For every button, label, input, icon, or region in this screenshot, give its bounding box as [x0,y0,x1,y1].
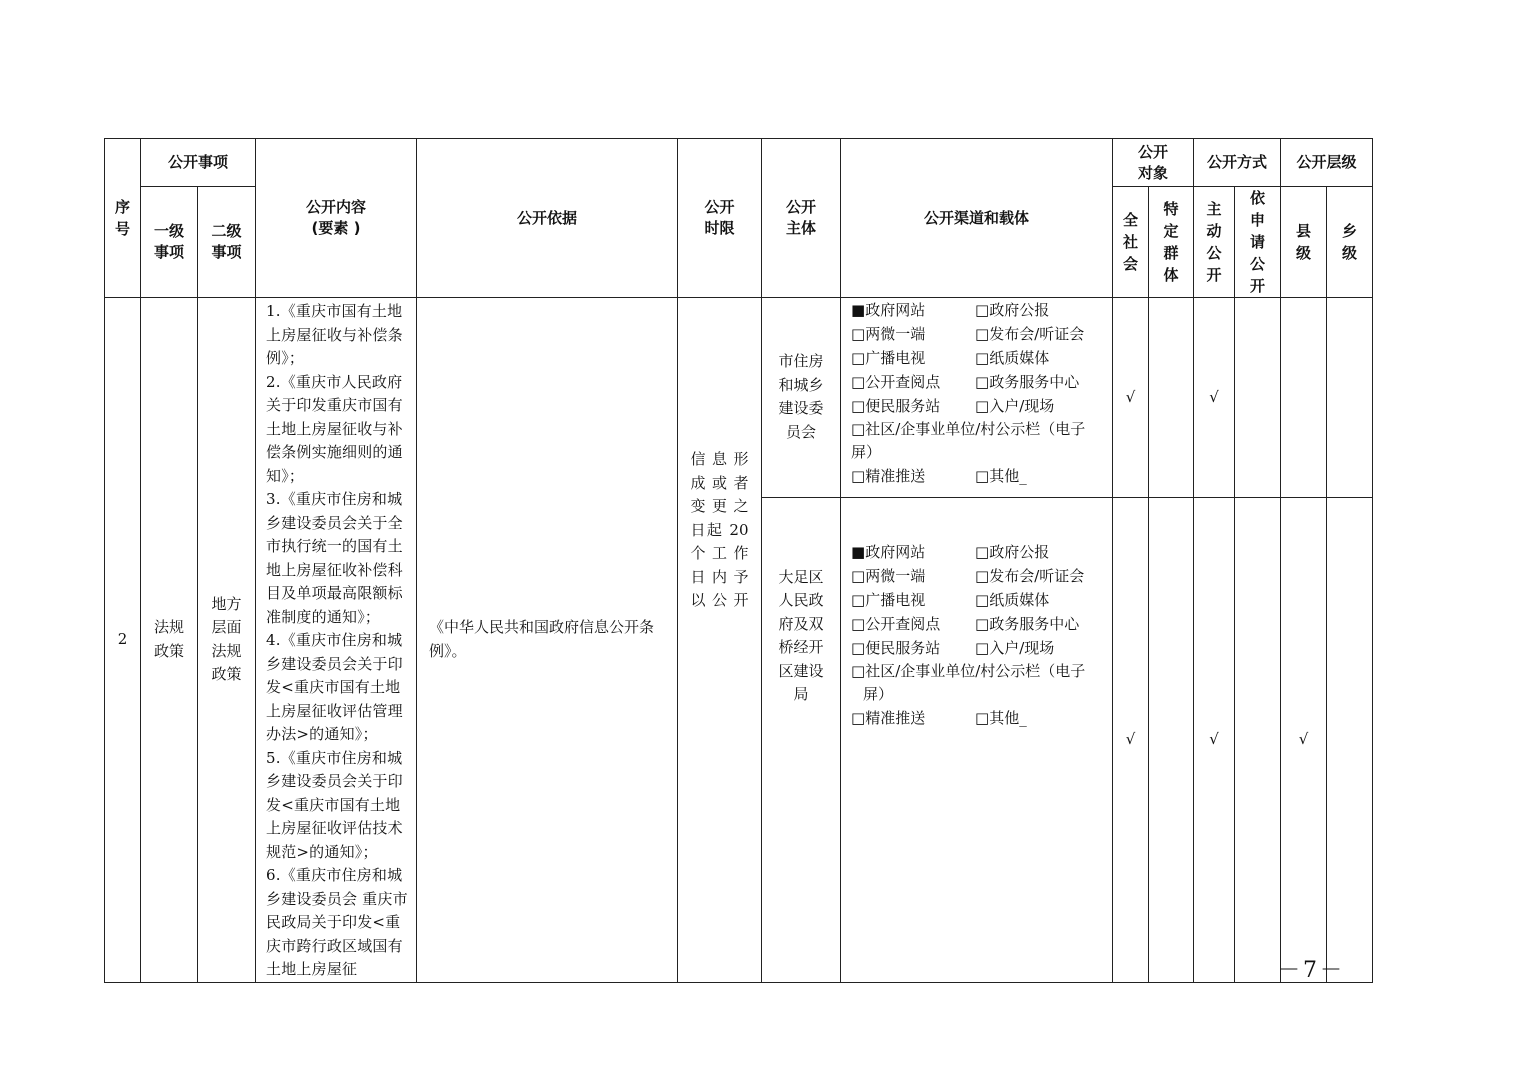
channel-option: □政府公报 [975,301,1050,319]
content-item: 6.《重庆市住房和城乡建设委员会 重庆市民政局关于印发<重庆市跨行政区域国有土地上房屋征 [266,866,408,978]
channel-option: □纸质媒体 [975,349,1050,367]
channel-option: □便民服务站 [851,638,941,657]
content-item: 5.《重庆市住房和城乡建设委员会关于印发<重庆市国有土地上房屋征收评估技术规范>的通知》； [266,748,403,861]
channel-option: □广播电视 [851,590,926,609]
channel-option: □其他_ [975,708,1027,727]
mark-active-1: √ [1194,298,1235,498]
channel-option: □入户/现场 [975,638,1055,657]
content-item: 3.《重庆市住房和城乡建设委员会关于全市执行统一的国有土地上房屋征收补偿科目及单项最高限额标准制度的通知》； [266,490,403,626]
row-period: 信息形成或者变更之日起 20 个工作日内予以公开 [678,298,762,983]
row-content [256,298,417,983]
mark-county-2: √ [1281,497,1327,982]
channel-option: □政务服务中心 [975,614,1080,633]
mark-apply-2 [1235,497,1281,982]
mark-active-2: √ [1194,497,1235,982]
header-method: 公开方式 [1194,139,1281,187]
channel-option: ■政府网站 [851,301,926,319]
header-target-all: 全社会 [1113,187,1149,298]
row-level2: 地方层面法规政策 [198,298,256,983]
header-target: 公开对象 [1113,139,1194,187]
subject-2: 大足区人民政府及双桥经开区建设局 [762,497,841,982]
header-matter: 公开事项 [141,139,256,187]
header-basis: 公开依据 [417,139,678,298]
header-period: 公开时限 [678,139,762,298]
channel-option: □两微一端 [851,325,926,343]
mark-all-society-1: √ [1113,298,1149,498]
channel-option: □便民服务站 [851,397,941,415]
mark-group-2 [1149,497,1194,982]
header-content-line2: (要素 ) [311,219,361,237]
content-item: 1.《重庆市国有土地上房屋征收与补偿条例》； [266,302,403,367]
channel-option: □政务服务中心 [975,373,1080,391]
channel-option: □入户/现场 [975,397,1055,415]
header-content-line1: 公开内容 [306,198,367,216]
mark-town-2 [1327,497,1373,982]
header-level-county: 县级 [1281,187,1327,298]
channel-list-1 [841,298,1113,498]
channel-option: □精准推送 [851,708,926,727]
channel-option: □政府公报 [975,542,1050,561]
header-level1: 一级事项 [141,187,198,298]
channel-option: □两微一端 [851,566,926,585]
channel-option: □发布会/听证会 [975,325,1085,343]
channel-option: □精准推送 [851,467,926,485]
header-level-town: 乡级 [1327,187,1373,298]
header-method-apply: 依申请公开 [1235,187,1281,298]
mark-all-society-2: √ [1113,497,1149,982]
header-target-group: 特定群体 [1149,187,1194,298]
subject-1: 市住房和城乡建设委员会 [762,298,841,498]
channel-option: □公开查阅点 [851,373,941,391]
header-method-active: 主动公开 [1194,187,1235,298]
header-subject: 公开主体 [762,139,841,298]
channel-option: □公开查阅点 [851,614,941,633]
mark-group-1 [1149,298,1194,498]
channel-option: □社区/企事业单位/村公示栏（电子 [851,661,1086,680]
channel-option: □发布会/听证会 [975,566,1085,585]
header-seq: 序号 [105,139,141,298]
disclosure-table [104,138,1373,983]
channel-option: □广播电视 [851,349,926,367]
channel-list-2 [841,497,1113,982]
channel-option-cont: 屏） [851,443,882,461]
mark-town-1 [1327,298,1373,498]
row-level1: 法规政策 [141,298,198,983]
header-channel: 公开渠道和载体 [841,139,1113,298]
channel-option-cont: 屏） [863,684,894,703]
row-basis: 《中华人民共和国政府信息公开条例》。 [417,298,678,983]
mark-county-1 [1281,298,1327,498]
mark-apply-1 [1235,298,1281,498]
channel-option: □纸质媒体 [975,590,1050,609]
channel-option: □其他_ [975,467,1027,485]
header-level2: 二级事项 [198,187,256,298]
channel-option: □社区/企事业单位/村公示栏（电子 [851,420,1086,438]
header-content [256,139,417,298]
header-level: 公开层级 [1281,139,1373,187]
content-item: 2.《重庆市人民政府关于印发重庆市国有土地上房屋征收与补偿条例实施细则的通知》； [266,372,403,485]
channel-option: ■政府网站 [851,542,926,561]
row-seq: 2 [105,298,141,983]
content-item: 4.《重庆市住房和城乡建设委员会关于印发<重庆市国有土地上房屋征收评估管理办法>的通知》； [266,631,403,743]
page-number: －7－ [1278,958,1345,983]
